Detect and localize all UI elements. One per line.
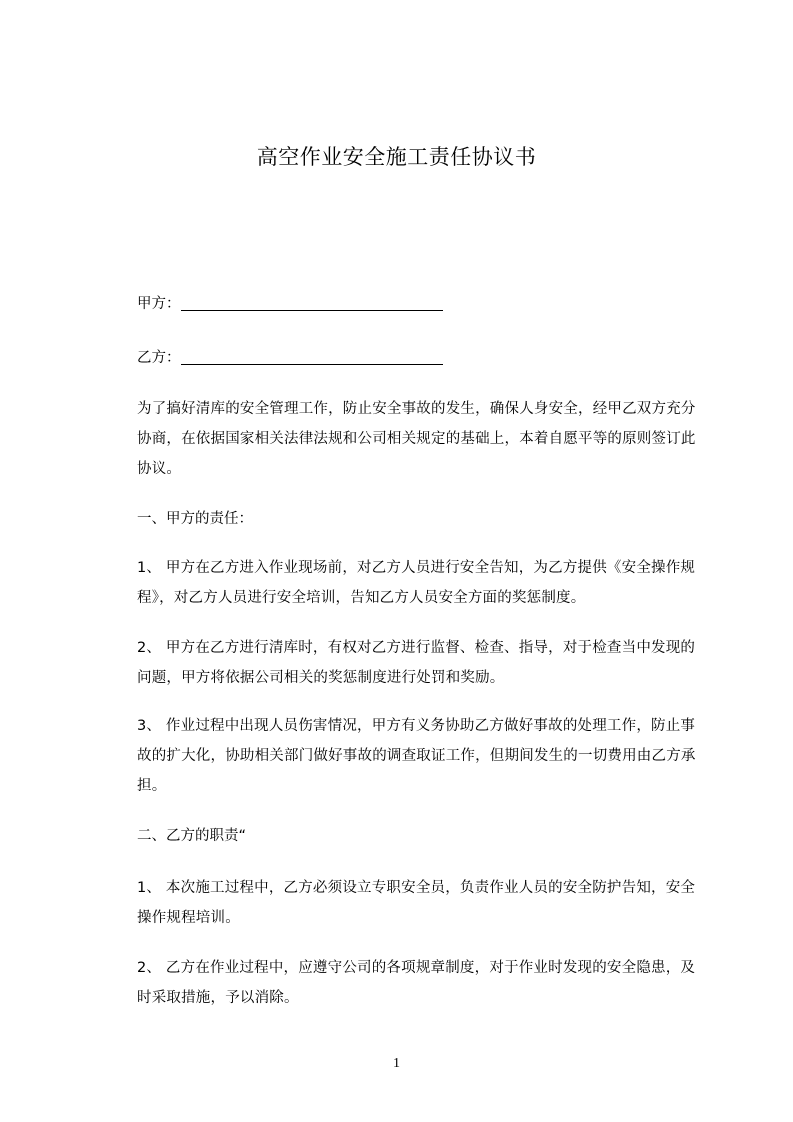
party-a-label: 甲方： — [137, 296, 181, 312]
intro-paragraph — [103, 394, 703, 484]
page-number: 1 — [393, 1056, 400, 1071]
section-1-item-3 — [103, 711, 703, 801]
section-1-heading: 一、甲方的责任： — [137, 511, 253, 527]
section-2-heading: 二、乙方的职责“ — [137, 828, 247, 844]
section-1-item-2 — [103, 633, 703, 693]
section-2-item-1 — [103, 873, 703, 933]
section-2-item-1-text: 1、 本次施工过程中，乙方必须设立专职安全员，负责作业人员的安全防护告知，安全操作规程培训。 — [137, 880, 696, 926]
section-1-item-1-text: 1、 甲方在乙方进入作业现场前，对乙方人员进行安全告知，为乙方提供《安全操作规程》，对乙方人员进行安全培训，告知乙方人员安全方面的奖惩制度。 — [137, 560, 696, 606]
document-title: 高空作业安全施工责任协议书 — [256, 145, 537, 169]
section-1-item-3-text: 3、 作业过程中出现人员伤害情况，甲方有义务协助乙方做好事故的处理工作，防止事故的扩大化，协助相关部门做好事故的调查取证工作，但期间发生的一切费用由乙方承担。 — [137, 718, 696, 794]
party-a-blank-line — [181, 309, 443, 311]
party-b-label: 乙方： — [137, 350, 181, 366]
section-2-item-2 — [103, 953, 703, 1013]
intro-text: 为了搞好清库的安全管理工作，防止安全事故的发生，确保人身安全，经甲乙双方充分协商，在依据国家相关法律法规和公司相关规定的基础上，本着自愿平等的原则签订此协议。 — [137, 401, 696, 477]
party-a-field — [137, 292, 443, 313]
section-1-item-1 — [103, 553, 703, 613]
party-b-field — [137, 346, 443, 367]
party-b-blank-line — [181, 363, 443, 365]
section-1-item-2-text: 2、 甲方在乙方进行清库时，有权对乙方进行监督、检查、指导，对于检查当中发现的问题，甲方将依据公司相关的奖惩制度进行处罚和奖励。 — [137, 640, 696, 686]
section-2-item-2-text: 2、 乙方在作业过程中，应遵守公司的各项规章制度，对于作业时发现的安全隐患，及时采取措施，予以消除。 — [137, 960, 696, 1006]
